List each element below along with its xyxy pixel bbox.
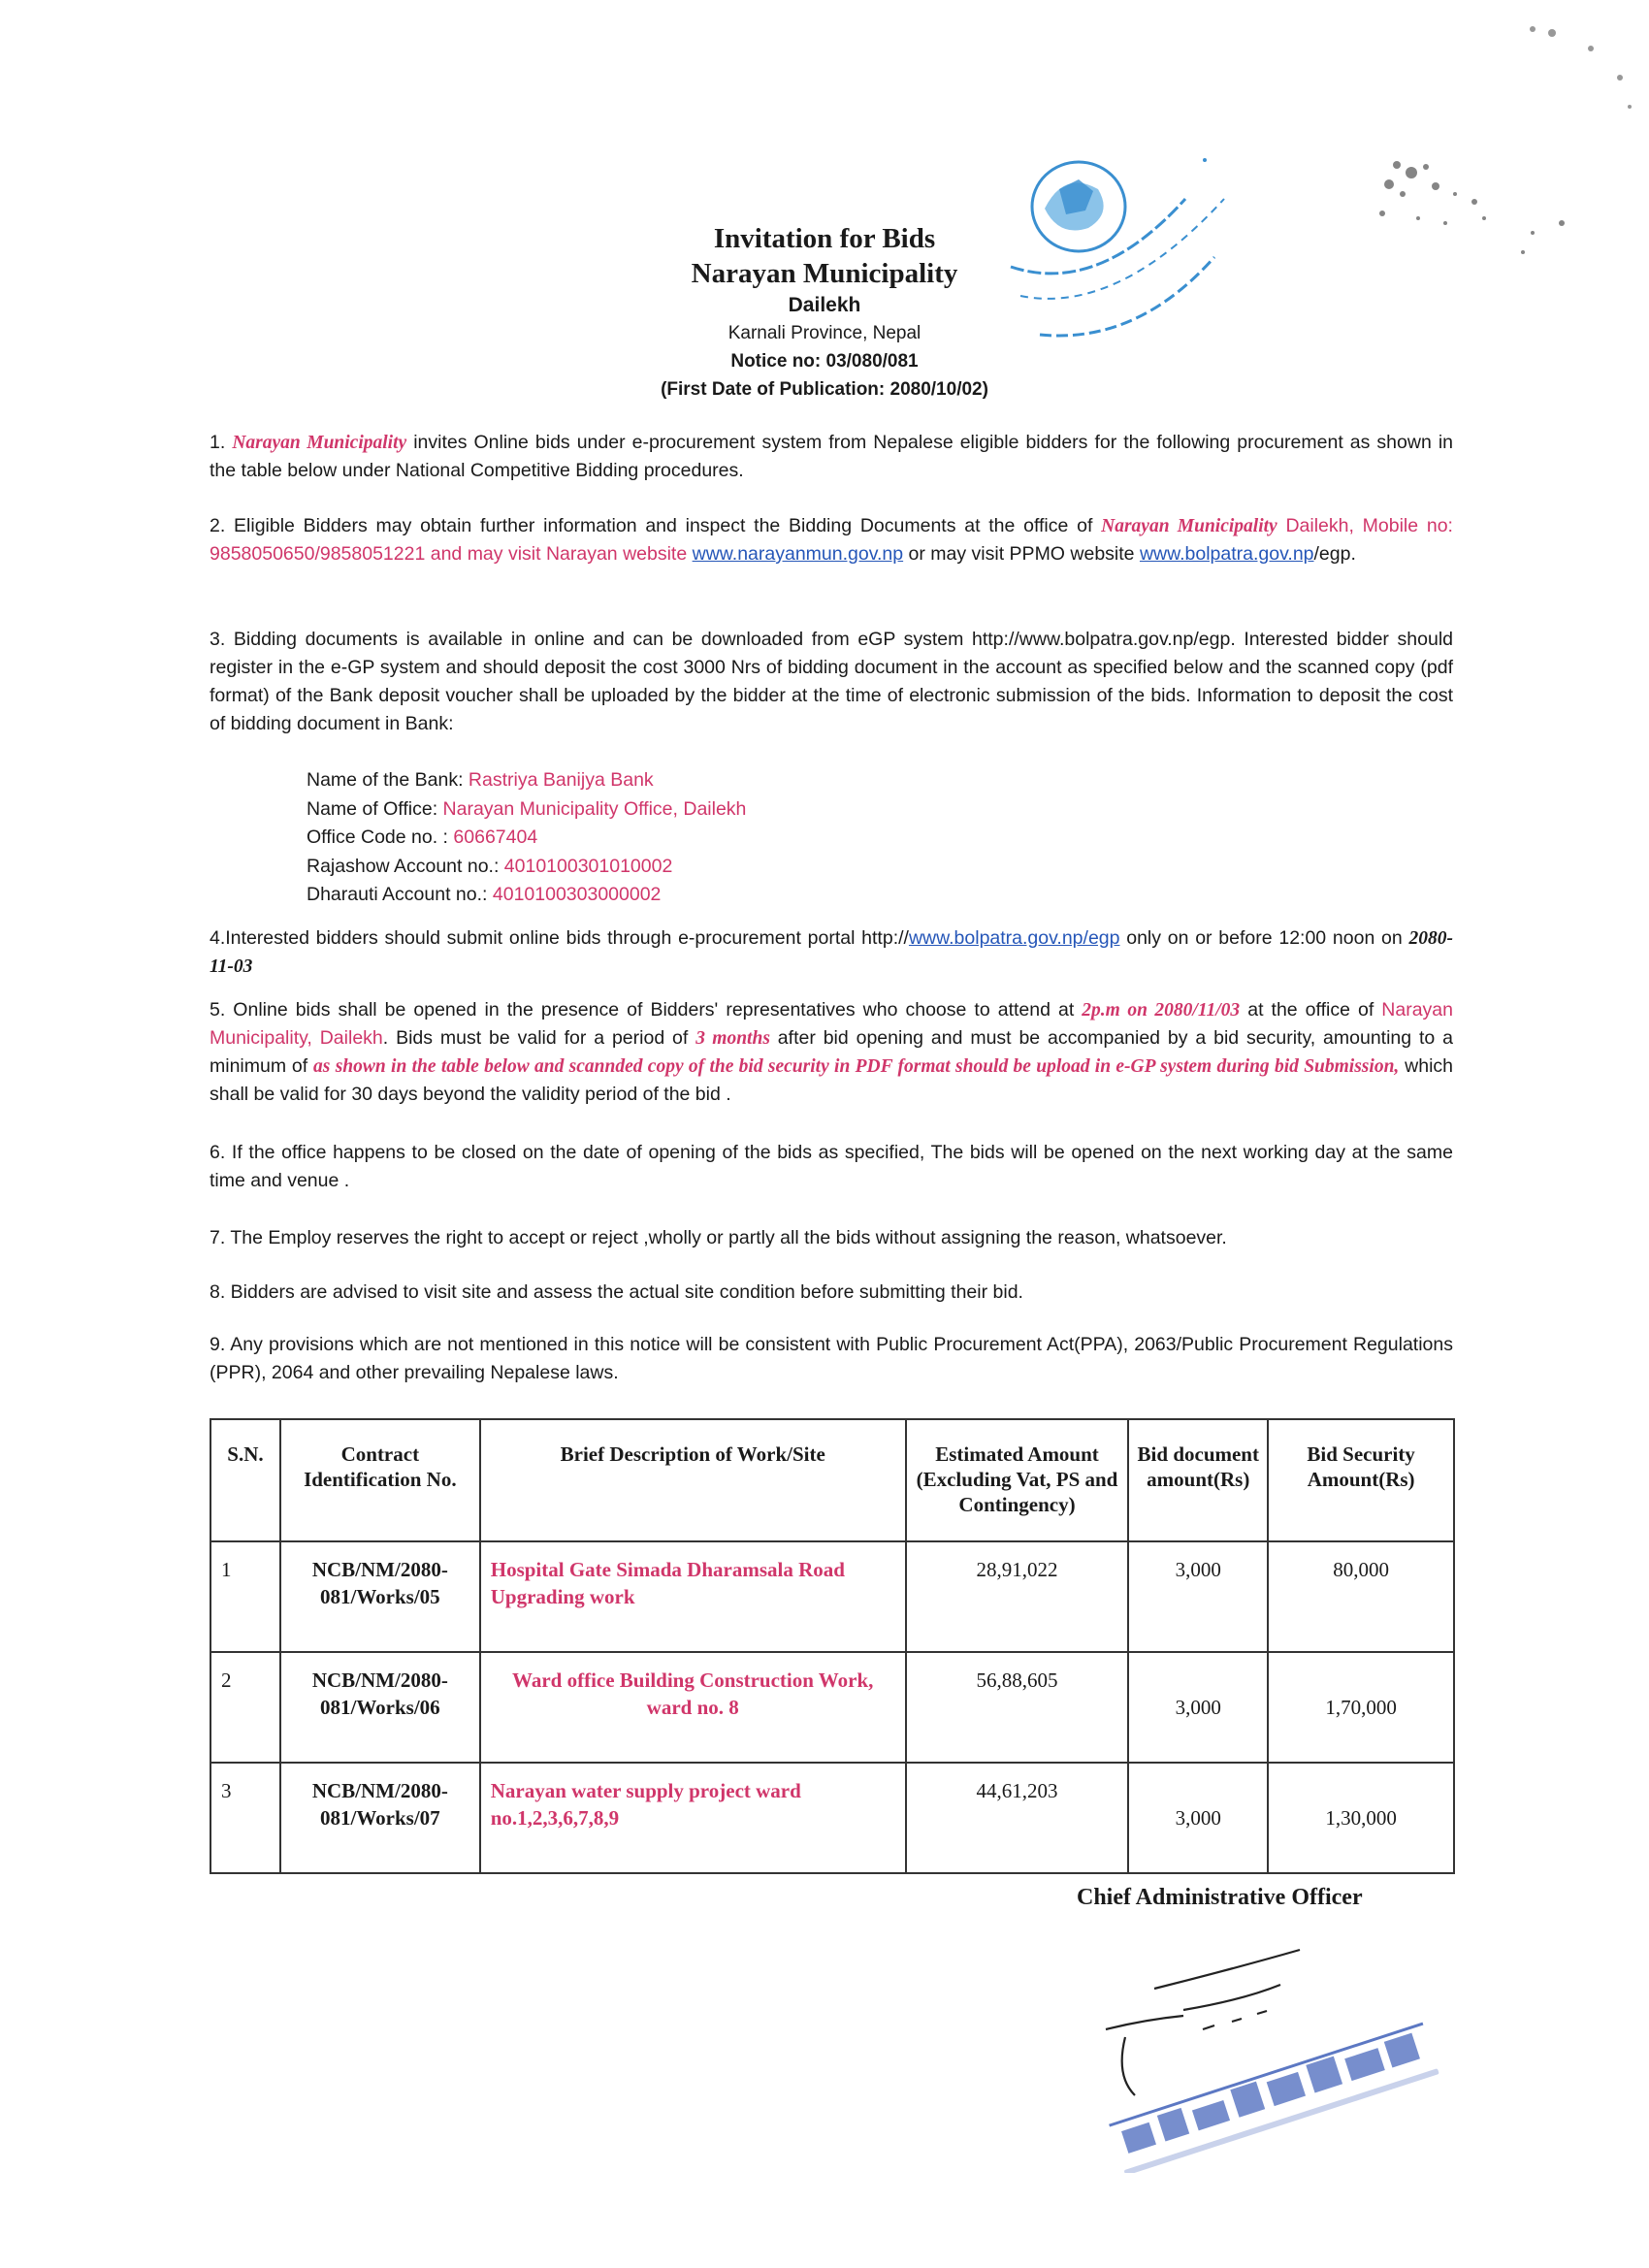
cell-sn: 1: [210, 1541, 280, 1652]
p1-organization: Narayan Municipality: [232, 433, 407, 453]
header-estimated-amount: Estimated Amount (Excluding Vat, PS and Contingency): [906, 1419, 1129, 1541]
header-bid-document-amount: Bid document amount(Rs): [1128, 1419, 1268, 1541]
bank-name-label: Name of the Bank:: [307, 769, 469, 791]
paragraph-5: [210, 996, 1453, 1109]
p5-validity-period: 3 months: [695, 1028, 770, 1049]
p5-text-d: after bid opening and must be accompanied by a bid security, amounting to a minimum of: [210, 1027, 1454, 1077]
bank-code-line: [307, 824, 746, 853]
paragraph-2: [210, 512, 1453, 568]
cell-estimated-amount: 56,88,605: [906, 1652, 1129, 1763]
cell-bid-security-amount: 1,70,000: [1268, 1652, 1454, 1763]
cell-contract-id: NCB/NM/2080-081/Works/06: [280, 1652, 480, 1763]
p2-organization: Narayan Municipality: [1101, 516, 1277, 536]
cell-bid-document-amount: 3,000: [1128, 1763, 1268, 1873]
p1-number: 1.: [210, 432, 226, 453]
p5-organization: Narayan Municipality, Dailekh: [210, 999, 1453, 1049]
p5-opening-time: 2p.m on 2080/11/03: [1082, 1000, 1241, 1021]
bank-office-label: Name of Office:: [307, 797, 443, 820]
p2-text-c: or may visit PPMO website: [903, 543, 1140, 565]
cell-bid-security-amount: 80,000: [1268, 1541, 1454, 1652]
ppmo-website-link[interactable]: www.bolpatra.gov.np: [1139, 543, 1314, 565]
p5-text-e: which shall be valid for 30 days beyond the validity period of the bid .: [210, 1055, 1453, 1105]
organization-name: Narayan Municipality: [691, 258, 958, 289]
header-bid-security-amount: Bid Security Amount(Rs): [1268, 1419, 1454, 1541]
paragraph-1: [210, 429, 1453, 485]
p2-text-a: 2. Eligible Bidders may obtain further information and inspect the Bidding Documents at the office of: [210, 515, 1102, 536]
rajashow-line: [307, 853, 746, 882]
table-row: [210, 1541, 1454, 1652]
p1-text: invites Online bids under e-procurement system from Nepalese eligible bidders for the following procurement as shown in the table below under National Competitive Bidding procedures.: [210, 432, 1453, 481]
paragraph-6: 6. If the office happens to be closed on the date of opening of the bids as specified, The bids will be opened on the next working day at the same time and venue .: [210, 1142, 1453, 1191]
bank-code-value: 60667404: [453, 826, 538, 848]
bank-name-value: Rastriya Banijya Bank: [468, 769, 654, 791]
bids-table: [210, 1418, 1455, 1874]
bank-office-value: Narayan Municipality Office, Dailekh: [442, 797, 747, 820]
rajashow-label: Rajashow Account no.:: [307, 855, 504, 877]
district-name: Dailekh: [788, 294, 861, 316]
cell-bid-document-amount: 3,000: [1128, 1652, 1268, 1763]
cell-contract-id: NCB/NM/2080-081/Works/07: [280, 1763, 480, 1873]
rajashow-value: 4010100301010002: [503, 855, 673, 877]
p4-deadline-date: 2080-11-03: [210, 928, 1453, 977]
cell-contract-id: NCB/NM/2080-081/Works/05: [280, 1541, 480, 1652]
p5-text-c: . Bids must be valid for a period of: [382, 1027, 696, 1049]
table-row: [210, 1652, 1454, 1763]
notice-number: Notice no: 03/080/081: [730, 351, 919, 372]
paragraph-9: 9. Any provisions which are not mentioned in this notice will be consistent with Public Procurement Act(PPA), 2063/Public Procurement Regulations (PPR), 2064 and other prevailing Nepalese laws.: [210, 1334, 1453, 1383]
cell-description: Ward office Building Construction Work, ward no. 8: [480, 1652, 906, 1763]
p5-security-amount: as shown in the table below and scannded copy of the bid security in PDF format should be upload in e-GP system during bid Submission,: [313, 1056, 1400, 1077]
p4-text-b: only on or before 12:00 noon on: [1119, 927, 1409, 949]
bank-office-line: [307, 795, 746, 825]
province-name: Karnali Province, Nepal: [728, 323, 922, 343]
table-row: [210, 1763, 1454, 1873]
cell-bid-document-amount: 3,000: [1128, 1541, 1268, 1652]
p2-text-d: /egp.: [1313, 543, 1356, 565]
paragraph-8: 8. Bidders are advised to visit site and assess the actual site condition before submitting their bid.: [210, 1281, 1023, 1303]
dharauti-line: [307, 881, 746, 910]
cell-description: Narayan water supply project ward no.1,2,3,6,7,8,9: [480, 1763, 906, 1873]
paragraph-4: [210, 924, 1453, 981]
paragraph-7: 7. The Employ reserves the right to accept or reject ,wholly or partly all the bids without assigning the reason, whatsoever.: [210, 1227, 1227, 1248]
first-publication-date: (First Date of Publication: 2080/10/02): [661, 379, 988, 400]
cell-estimated-amount: 44,61,203: [906, 1763, 1129, 1873]
bank-code-label: Office Code no. :: [307, 826, 454, 848]
bank-name-line: [307, 766, 746, 795]
cell-sn: 2: [210, 1652, 280, 1763]
p5-text-b: at the office of: [1240, 999, 1382, 1021]
cell-description: Hospital Gate Simada Dharamsala Road Upgrading work: [480, 1541, 906, 1652]
p5-text-a: 5. Online bids shall be opened in the presence of Bidders' representatives who choose to attend at: [210, 999, 1083, 1021]
signatory-title: Chief Administrative Officer: [1077, 1885, 1363, 1910]
header-sn: S.N.: [210, 1419, 280, 1541]
notice-title: Invitation for Bids: [713, 223, 936, 254]
paragraph-3: 3. Bidding documents is available in online and can be downloaded from eGP system http://www.bolpatra.gov.np/egp. Interested bidder should register in the e-GP system and should deposit the cost 3000 Nrs of bidding document in the account as specified below and the scanned copy (pdf format) of the Bank deposit voucher shall be uploaded by the bidder at the time of electronic submission of the bids. Information to deposit the cost of bidding document in Bank:: [210, 629, 1453, 734]
p4-text-a: 4.Interested bidders should submit online bids through e-procurement portal http://: [210, 927, 909, 949]
handwritten-signature-with-stamp: [1067, 1921, 1474, 2173]
scan-smudge-top-right: [1339, 126, 1649, 301]
dharauti-label: Dharauti Account no.:: [307, 884, 493, 905]
office-seal-stamp: [1001, 150, 1234, 364]
p2-contact: Dailekh, Mobile no: 9858050650/9858051221 and may visit Narayan website: [210, 515, 1453, 565]
header-contract-id: Contract Identification No.: [280, 1419, 480, 1541]
bank-details: [307, 766, 746, 910]
cell-bid-security-amount: 1,30,000: [1268, 1763, 1454, 1873]
narayan-website-link[interactable]: www.narayanmun.gov.np: [692, 543, 904, 565]
table-header-row: [210, 1419, 1454, 1541]
egp-portal-link[interactable]: www.bolpatra.gov.np/egp: [908, 927, 1120, 949]
dharauti-value: 4010100303000002: [492, 884, 662, 905]
scan-smudge-corner: [1513, 19, 1649, 136]
header-description: Brief Description of Work/Site: [480, 1419, 906, 1541]
cell-estimated-amount: 28,91,022: [906, 1541, 1129, 1652]
cell-sn: 3: [210, 1763, 280, 1873]
